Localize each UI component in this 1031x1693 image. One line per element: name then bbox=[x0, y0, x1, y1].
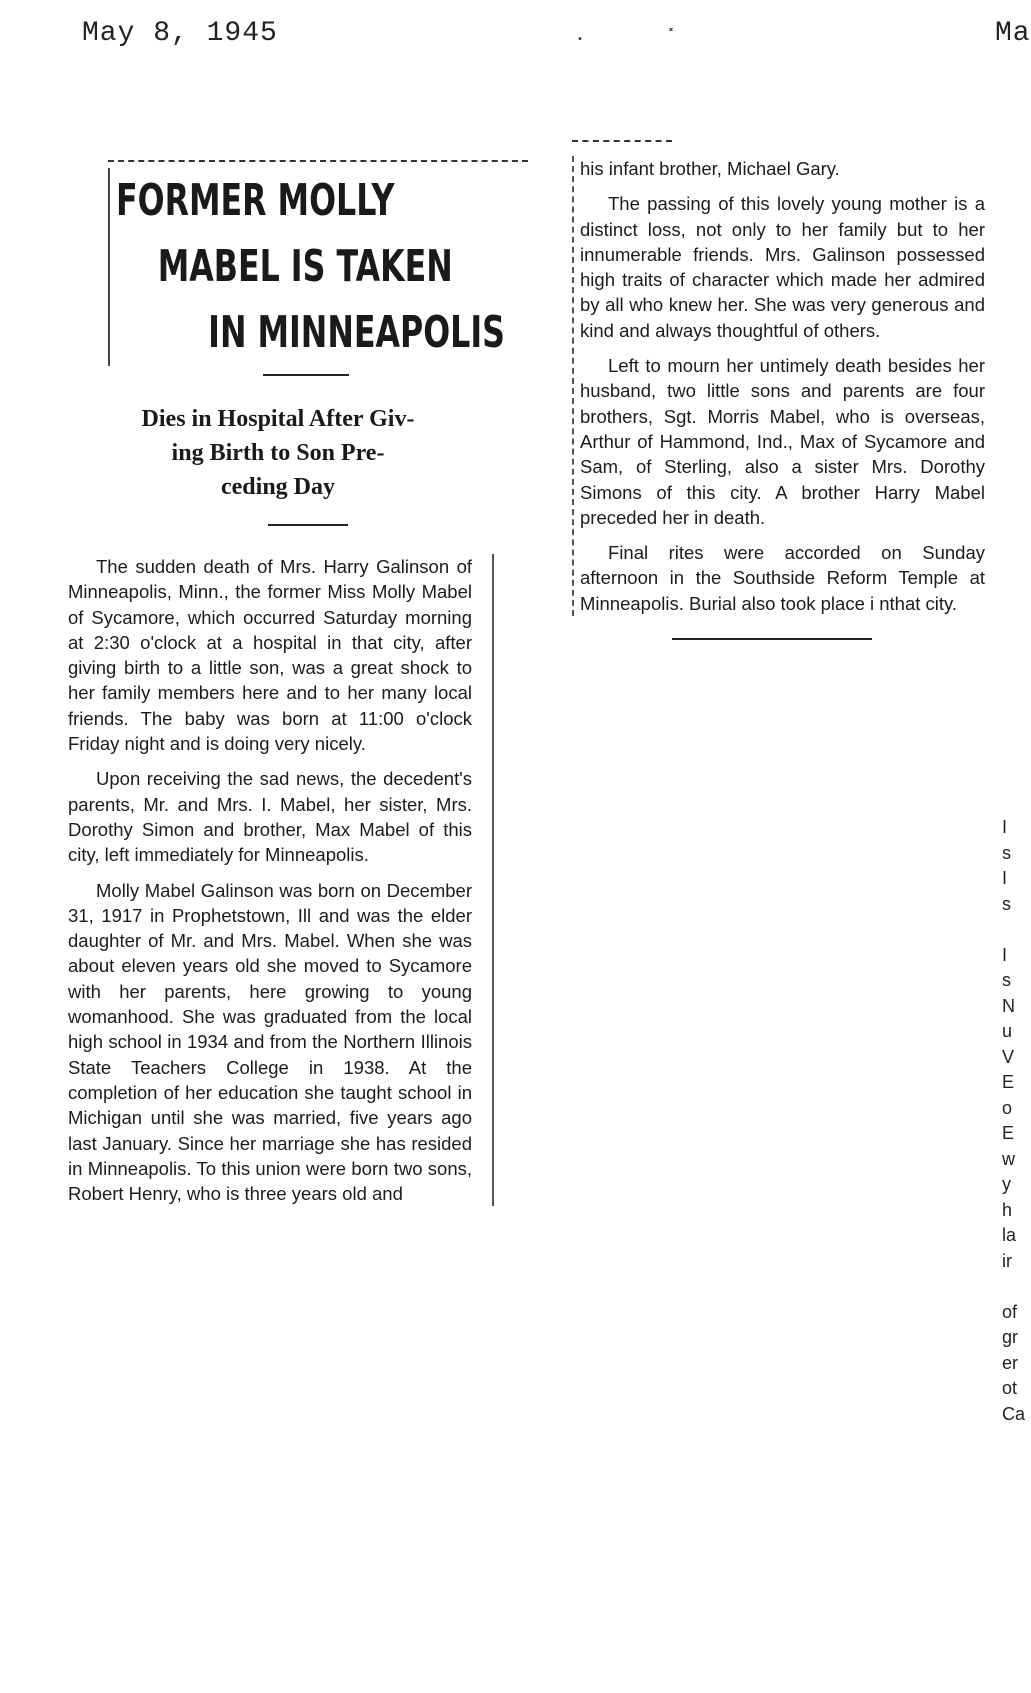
speck-mark: • bbox=[577, 34, 583, 45]
article-right-column bbox=[572, 140, 990, 640]
subhead-divider bbox=[268, 524, 348, 526]
cut-off-column bbox=[1002, 815, 1026, 1427]
headline-box bbox=[108, 168, 508, 366]
body-paragraph: Molly Mabel Galinson was born on December 31, 1917 in Prophetstown, Ill and was the elder daughter of Mr. and Mrs. Mabel. When she was about eleven years old she moved to Sycamore with her parents, here growing to young womanhood. She was graduated from the local high school in 1934 and from the Northern Illinois State Teachers College in 1938. At the completion of her education she taught school in Michigan until she was married, five years ago last January. Since her marriage she has resided in Minneapolis. To this union were born two sons, Robert Henry, who is three years old and bbox=[68, 879, 472, 1205]
body-paragraph: Upon receiving the sad news, the decedent's parents, Mr. and Mrs. I. Mabel, her sister, Mrs. Dorothy Simon and brother, Max Mabel of this city, left immediately for Minneapolis. bbox=[68, 768, 472, 866]
cut-line: y bbox=[1002, 1174, 1011, 1194]
cut-line: er bbox=[1002, 1352, 1019, 1373]
cut-line: E bbox=[1002, 1072, 1015, 1092]
headline-divider bbox=[263, 374, 349, 376]
cut-line: w bbox=[1002, 1148, 1015, 1169]
cut-line: h bbox=[1002, 1199, 1013, 1220]
cut-line: s bbox=[1002, 970, 1011, 990]
cut-line: ir bbox=[1002, 1250, 1012, 1271]
cut-line: ot bbox=[1002, 1378, 1018, 1398]
subhead-line: ceding Day bbox=[221, 474, 335, 500]
headline bbox=[116, 168, 519, 366]
column-top-rule bbox=[572, 140, 672, 142]
date-stamp: May 8, 1945 bbox=[82, 18, 278, 49]
cut-line: V bbox=[1002, 1046, 1015, 1067]
subheadline bbox=[68, 402, 488, 504]
body-paragraph: The passing of this lovely young mother is a distinct loss, not only to her family but to her innumerable friends. Mrs. Galinson possessed high traits of character which made her admired by all who knew her. She was very generous and kind and always thoughtful of others. bbox=[580, 193, 985, 341]
cut-line: o bbox=[1002, 1097, 1013, 1118]
cut-line: s bbox=[1002, 842, 1011, 863]
cut-line: I bbox=[1002, 868, 1008, 888]
headline-line: FORMER MOLLY bbox=[116, 175, 395, 226]
cut-line: Ca bbox=[1002, 1403, 1026, 1424]
column-top-rule bbox=[108, 160, 528, 162]
cut-line bbox=[1002, 917, 1023, 943]
subhead-line: ing Birth to Son Pre- bbox=[171, 440, 385, 466]
headline-line: MABEL IS TAKEN bbox=[157, 241, 453, 292]
body-paragraph: Left to mourn her untimely death besides her husband, two little sons and parents are four brothers, Sgt. Morris Mabel, who is overseas, Arthur of Hammond, Ind., Max of Sycamore and Sam, of Sterling, also a sister Mrs. Dorothy Simons of this city. A brother Harry Mabel preceded her in death. bbox=[580, 355, 985, 528]
cut-line: u bbox=[1002, 1021, 1013, 1041]
cut-line: N bbox=[1002, 995, 1015, 1016]
body-paragraph: The sudden death of Mrs. Harry Galinson of Minneapolis, Minn., the former Miss Molly Mabel of Sycamore, which occurred Saturday morning at 2:30 o'clock at a hospital in that city, after giving birth to a little son, was a great shock to her family members here and to her many local friends. The baby was born at 11:00 o'clock Friday night and is doing very nicely. bbox=[68, 556, 472, 755]
body-paragraph: his infant brother, Michael Gary. bbox=[580, 158, 840, 179]
right-body bbox=[572, 156, 990, 616]
cut-line: la bbox=[1002, 1225, 1017, 1245]
cut-line: E bbox=[1002, 1123, 1015, 1143]
cut-line: I bbox=[1002, 817, 1008, 837]
cut-line: I bbox=[1002, 944, 1008, 965]
cut-line bbox=[1002, 1274, 1023, 1300]
subhead-line: Dies in Hospital After Giv- bbox=[141, 406, 415, 432]
speck-mark: ˟ bbox=[667, 26, 675, 45]
cut-line: of bbox=[1002, 1301, 1018, 1322]
left-body bbox=[68, 554, 494, 1206]
headline-line: IN MINNEAPOLIS bbox=[208, 307, 505, 358]
cut-off-header-text: Ma bbox=[995, 18, 1031, 49]
body-paragraph: Final rites were accorded on Sunday afternoon in the Southside Reform Temple at Minneapolis. Burial also took place i nthat city. bbox=[580, 542, 985, 614]
article-left-column bbox=[68, 160, 508, 1206]
cut-line: s bbox=[1002, 893, 1011, 914]
cut-line: gr bbox=[1002, 1327, 1019, 1347]
article-end-rule bbox=[672, 638, 872, 640]
